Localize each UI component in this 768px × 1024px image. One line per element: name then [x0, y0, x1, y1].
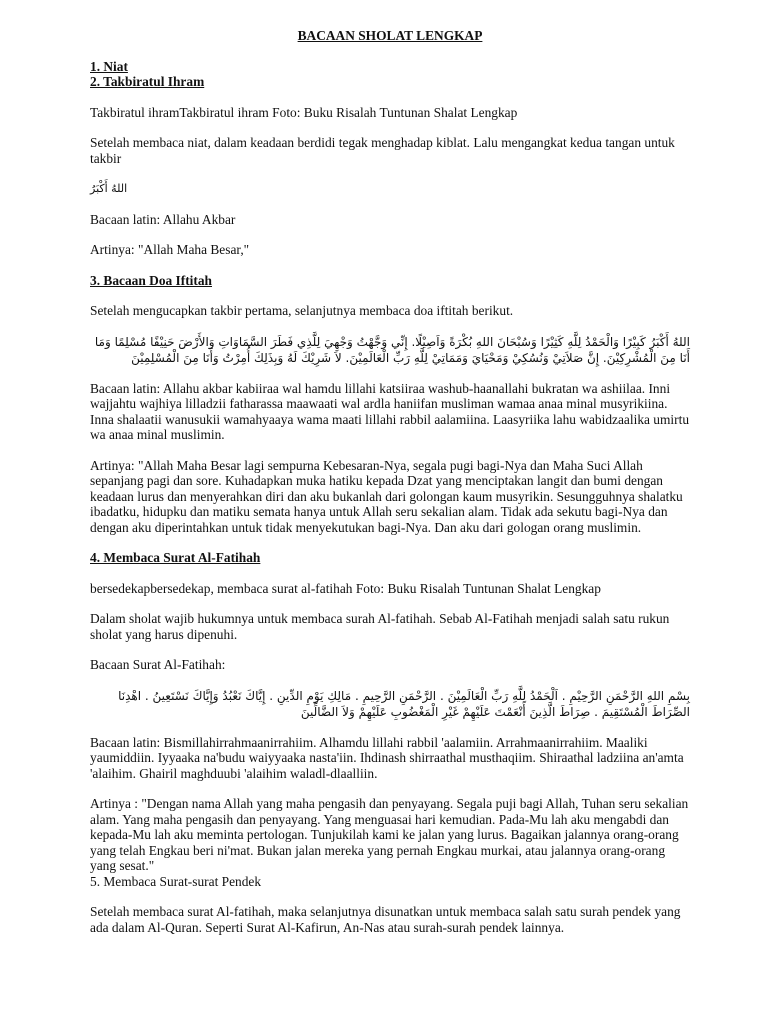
iftitah-latin-text: Bacaan latin: Allahu akbar kabiiraa wal hamdu lillahi katsiiraa washub-haanallahi bukratan wa ashiilaa. Inni wajjahtu wajhiya lilladzii fatharassa maawaati wal ardla haniifan musliman wamaa anaa minal musyrikiina. Inna shalaatii wanusukii wamahyaaya wama maati lillahi rabbil aalamiina. Laasyriika lahu wabidzaalika umirtu wa anaa minal muslimin. — [90, 380, 690, 442]
takbir-latin-text: Bacaan latin: Allahu Akbar — [90, 211, 236, 227]
heading-al-fatihah: 4. Membaca Surat Al-Fatihah — [90, 550, 261, 565]
iftitah-intro-paragraph: Setelah mengucapkan takbir pertama, selanjutnya membaca doa iftitah berikut. — [90, 303, 514, 318]
takbir-photo-caption: Takbiratul ihramTakbiratul ihram Foto: Buku Risalah Tuntunan Shalat Lengkap — [90, 104, 518, 120]
takbir-intro-paragraph: Setelah membaca niat, dalam keadaan berdidi tegak menghadap kiblat. Lalu mengangkat kedua tangan untuk takbir — [90, 135, 675, 166]
heading-doa-iftitah: 3. Bacaan Doa Iftitah — [90, 272, 213, 288]
heading-niat: 1. Niat — [90, 58, 128, 74]
fatihah-meaning-text: Artinya : "Dengan nama Allah yang maha pengasih dan penyayang. Segala puji bagi Allah, Tuhan seru sekalian alam. Yang maha pengasih dan penyayang. Yang menguasai hari kemudian. Pada-Mu lah aku mengabdi dan kepada-Mu lah aku meminta pertologan. Tunjukilah kami ke jalan yang lurus. Bagaikan jalannya orang-orang yang telah Engkau beri ni'mat. Bukan jalan mereka yang pernah Engkau murkai, atau jalannya orang-orang yang sesat." — [90, 796, 689, 873]
fatihah-label: Bacaan Surat Al-Fatihah: — [90, 657, 226, 672]
fatihah-intro-paragraph: Dalam sholat wajib hukumnya untuk membaca surah Al-fatihah. Sebab Al-Fatihah menjadi salah satu rukun sholat yang harus dipenuhi. — [90, 611, 670, 642]
fatihah-photo-caption: bersedekapbersedekap, membaca surat al-fatihah Foto: Buku Risalah Tuntunan Shalat Lengkap — [90, 580, 601, 596]
document-page — [90, 28, 690, 950]
fatihah-latin-text: Bacaan latin: Bismillahirrahmaanirrahiim. Alhamdu lillahi rabbil 'aalamiin. Arrahmaanirrahiim. Maaliki yaumiddiin. Iyyaaka na'budu waiyyaaka nasta'iin. Ihdinash shirraathal musthaqiim. Shiraathal ladziina an'amta 'alaihim. Ghairil maghduubi 'alaihim waladl-dlaalliin. — [90, 734, 684, 781]
takbir-meaning-text: Artinya: "Allah Maha Besar," — [90, 242, 250, 257]
heading-takbiratul-ihram: 2. Takbiratul Ihram — [90, 74, 205, 89]
iftitah-arabic-text: اللهُ أَكْبَرُ كَبِيْرًا وَالْحَمْدُ لِلَّهِ كَثِيْرًا وَسُبْحَانَ اللهِ بُكْرَةً وَاَصِيْلًا. إِنِّي وَجَّهْتُ وَجْهِيَ لِلَّذِي فَطَرَ السَّمَاوَاتِ وَالأَرْضَ حَنِيْفًا مُسْلِمًا وَمَا أَنَا مِنَ الْمُشْرِكِيْنَ. إِنَّ صَلاَتِيْ وَنُسُكِيْ وَمَحْيَايَ وَمَمَاتِيْ لِلَّهِ رَبِّ الْعَالَمِيْنَ. لاَ شَرِيْكَ لَهُ وَبِذَلِكَ أُمِرْتُ وَأَنَا مِنَ الْمُسْلِمِيْنَ — [94, 334, 690, 365]
heading-surat-pendek: 5. Membaca Surat-surat Pendek — [90, 873, 262, 889]
surat-pendek-paragraph: Setelah membaca surat Al-fatihah, maka selanjutnya disunatkan untuk membaca salah satu surah pendek yang ada dalam Al-Quran. Seperti Surat Al-Kafirun, An-Nas atau surah-surah pendek lainnya. — [90, 904, 681, 935]
iftitah-meaning-text: Artinya: "Allah Maha Besar lagi sempurna Kebesaran-Nya, segala pugi bagi-Nya dan Maha Suci Allah sepanjang pagi dan sore. Kuhadapkan muka hatiku kepada Dzat yang menciptakan langit dan bumi dengan keadaan lurus dan menyerahkan diri dan aku bukanlah dari golongan kaum musyrikin. Sesungguhnya shalatku ibadatku, hidupku dan matiku semata hanya untuk Allah seru sekalian alam. Tidak ada sekutu bagi-Nya dan dengan aku diperintahkan untuk tidak menyekutukan bagi-Nya. Dan aku dari gologan orang muslimin. — [90, 457, 683, 535]
fatihah-arabic-text: بِسْمِ اللهِ الرَّحْمَنِ الرَّحِيْمِ . اَلْحَمْدُ لِلَّهِ رَبِّ الْعَالَمِيْنَ . الرَّحْمَنِ الرَّحِيمِ . مَالِكِ يَوْمِ الدِّينِ . إِيَّاكَ نَعْبُدُ وَإِيَّاكَ نَسْتَعِينُ . اهْدِنَا الصِّرَاطَ الْمُسْتَقِيمَ . صِرَاطَ الَّذِينَ أَنْعَمْتَ عَلَيْهِمْ غَيْرِ الْمَغْضُوبِ عَلَيْهِمْ وَلاَ الضَّالِّينَ — [118, 688, 690, 719]
document-title: BACAAN SHOLAT LENGKAP — [297, 28, 483, 43]
takbir-arabic-text: اللهُ أَكْبَرُ — [90, 182, 128, 195]
